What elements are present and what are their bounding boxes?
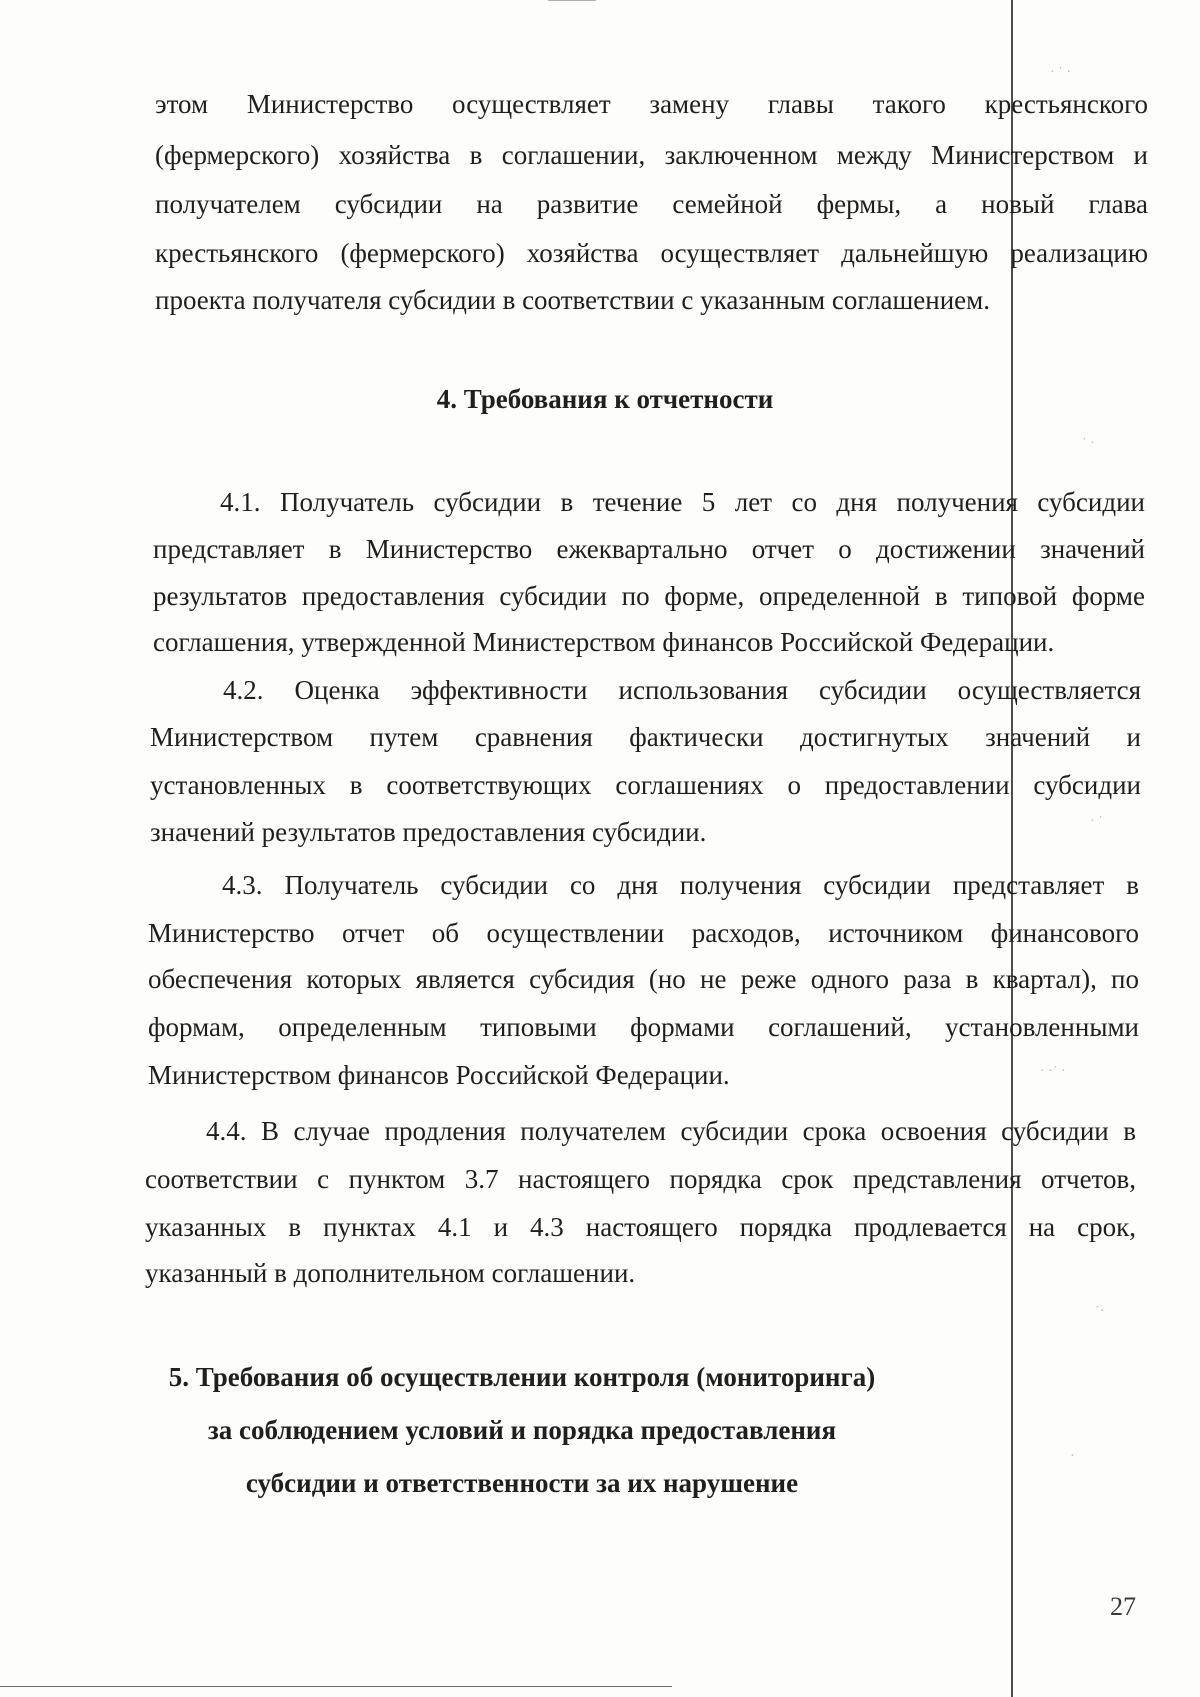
paragraph-line: 4.4. В случае продления получателем субсидии срока освоения субсидии в <box>206 1116 1136 1146</box>
paragraph-line: соответствии с пунктом 3.7 настоящего порядка срок представления отчетов, <box>145 1164 1136 1194</box>
page-number: 27 <box>1110 1592 1136 1621</box>
section-5-heading-line: 5. Требования об осуществлении контроля (мониторинга) <box>168 1362 876 1392</box>
paragraph-line: соглашения, утвержденной Министерством финансов Российской Федерации. <box>153 627 1055 657</box>
paragraph-line: указанный в дополнительном соглашении. <box>145 1258 636 1288</box>
scan-speck: · <box>1070 1449 1075 1464</box>
paragraph-line: Министерство отчет об осуществлении расходов, источником финансового <box>148 918 1139 948</box>
section-5-heading-line: за соблюдением условий и порядка предоставления <box>207 1415 837 1445</box>
scan-speck: ˙· <box>1095 1304 1105 1319</box>
paragraph-line: результатов предоставления субсидии по форме, определенной в типовой форме <box>153 581 1145 611</box>
paragraph-line: этом Министерство осуществляет замену главы такого крестьянского <box>155 89 1148 119</box>
paragraph-line: (фермерского) хозяйства в соглашении, заключенном между Министерством и <box>155 140 1148 170</box>
paragraph-line: 4.1. Получатель субсидии в течение 5 лет со дня получения субсидии <box>220 487 1145 517</box>
paragraph-line: установленных в соответствующих соглашениях о предоставлении субсидии <box>150 770 1141 800</box>
section-4-heading: 4. Требования к отчетности <box>436 384 774 414</box>
scan-edge-mark <box>548 0 596 1</box>
paragraph-line: проекта получателя субсидии в соответствии с указанным соглашением. <box>155 285 990 315</box>
scan-speck: · ˙ <box>1090 814 1103 829</box>
paragraph-line: представляет в Министерство ежеквартально отчет о достижении значений <box>153 534 1145 564</box>
paragraph-line: 4.3. Получатель субсидии со дня получения субсидии представляет в <box>222 870 1139 900</box>
scan-speck: · ·˙ · <box>1040 1064 1066 1079</box>
paragraph-line: обеспечения которых является субсидия (но не реже одного раза в квартал), по <box>148 964 1139 994</box>
paragraph-line: 4.2. Оценка эффективности использования субсидии осуществляется <box>223 675 1141 705</box>
scan-bottom-edge <box>0 1686 672 1687</box>
paragraph-line: значений результатов предоставления субсидии. <box>150 817 707 847</box>
paragraph-line: крестьянского (фермерского) хозяйства осуществляет дальнейшую реализацию <box>155 238 1148 268</box>
paragraph-line: получателем субсидии на развитие семейной фермы, а новый глава <box>155 189 1148 219</box>
paragraph-line: формам, определенным типовыми формами соглашений, установленными <box>148 1012 1139 1042</box>
scan-speck: · ˙ · <box>1050 65 1071 80</box>
paragraph-line: указанных в пунктах 4.1 и 4.3 настоящего порядка продлевается на срок, <box>145 1212 1136 1242</box>
section-5-heading-line: субсидии и ответственности за их нарушение <box>245 1468 799 1498</box>
paragraph-line: Министерством путем сравнения фактически достигнутых значений и <box>150 722 1141 752</box>
paragraph-line: Министерством финансов Российской Федерации. <box>148 1060 730 1090</box>
scan-speck: ˙ · <box>1082 436 1095 451</box>
